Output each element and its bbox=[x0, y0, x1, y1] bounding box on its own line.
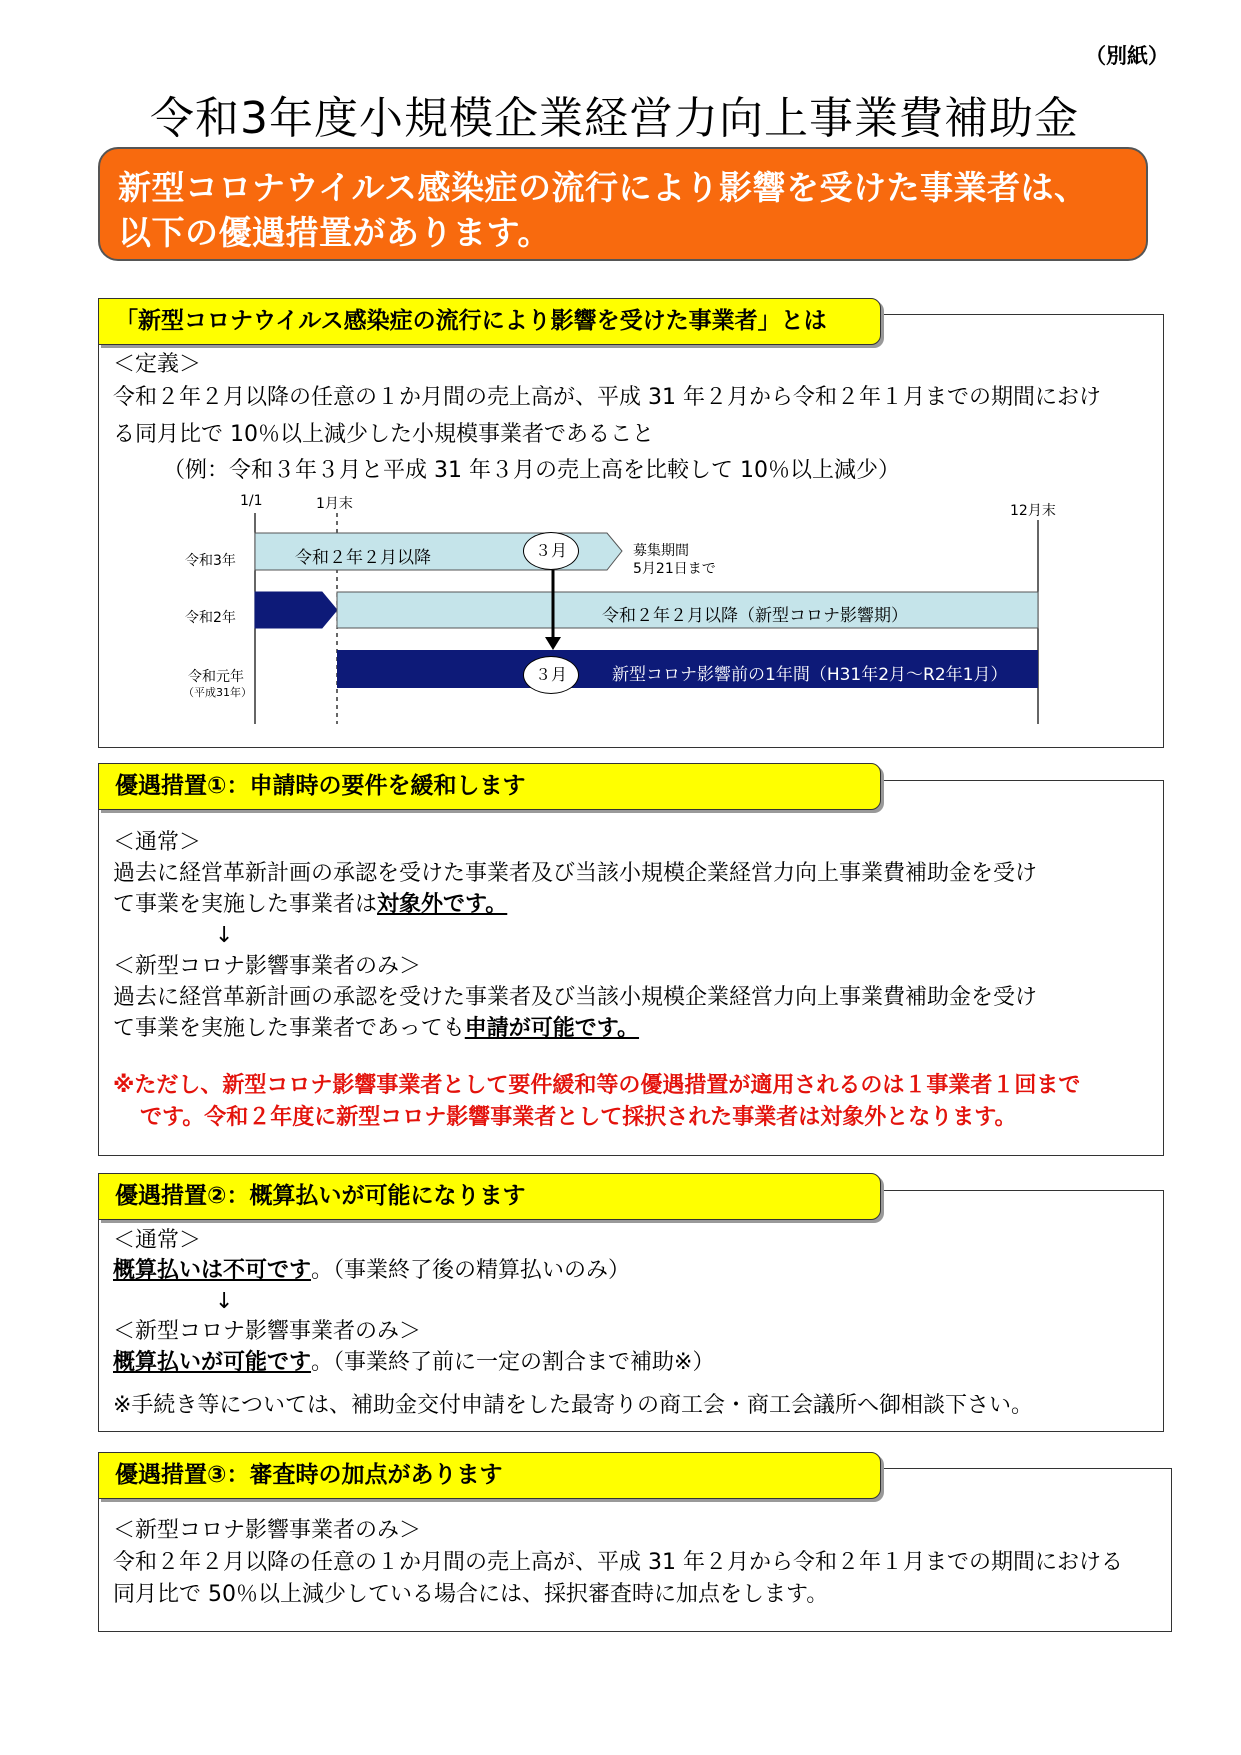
measure2-header: 優遇措置②：概算払いが可能になります bbox=[98, 1173, 881, 1220]
bar-r2-pre bbox=[255, 592, 337, 628]
measure2-covid-rest: 。（事業終了前に一定の割合まで補助※） bbox=[311, 1350, 715, 1375]
measure1-covid-line-2 bbox=[113, 1016, 639, 1042]
compare-arrow-head bbox=[545, 637, 561, 650]
measure2-normal-label: ＜通常＞ bbox=[113, 1228, 202, 1253]
measure1-covid-line-2-em: 申請が可能です。 bbox=[464, 1016, 640, 1041]
measure1-covid-line-2-pre: て事業を実施した事業者であっても bbox=[113, 1016, 465, 1041]
measure1-note-line-2: です。令和２年度に新型コロナ影響事業者として採択された事業者は対象外となります。 bbox=[140, 1105, 1017, 1130]
recruit-label-2: 5月21日まで bbox=[633, 561, 716, 577]
measure1-covid-line-1: 過去に経営革新計画の承認を受けた事業者及び当該小規模企業経営力向上事業費補助金を受け bbox=[113, 985, 1038, 1010]
measure1-normal-label: ＜通常＞ bbox=[113, 830, 202, 855]
row-r2-label: 令和2年 bbox=[185, 610, 236, 626]
circle-march-top: ３月 bbox=[523, 532, 579, 570]
measure3-header: 優遇措置③：審査時の加点があります bbox=[98, 1452, 881, 1499]
measure1-covid-label: ＜新型コロナ影響事業者のみ＞ bbox=[113, 954, 422, 979]
col-dec-end-label: 12月末 bbox=[1010, 503, 1056, 519]
measure2-note: ※手続き等については、補助金交付申請をした最寄りの商工会・商工会議所へ御相談下さい。 bbox=[113, 1393, 1033, 1418]
col-start-label: 1/1 bbox=[240, 493, 263, 509]
banner-line-2: 以下の優遇措置があります。 bbox=[118, 213, 551, 252]
measure3-line-1: 令和２年２月以降の任意の１か月間の売上高が、平成 31 年２月から令和２年１月までの期間における bbox=[113, 1550, 1123, 1575]
measure1-normal-line-1: 過去に経営革新計画の承認を受けた事業者及び当該小規模企業経営力向上事業費補助金を受け bbox=[113, 861, 1038, 886]
page-title: 令和3年度小規模企業経営力向上事業費補助金 bbox=[150, 93, 1079, 144]
definition-example: （例：令和３年３月と平成 31 年３月の売上高を比較して 10％以上減少） bbox=[163, 458, 900, 483]
measure2-arrow: ↓ bbox=[215, 1289, 234, 1314]
definition-label: ＜定義＞ bbox=[113, 352, 202, 377]
measure2-covid-em: 概算払いが可能です bbox=[113, 1350, 312, 1375]
measure3-covid-label: ＜新型コロナ影響事業者のみ＞ bbox=[113, 1518, 422, 1543]
definition-line-1: 令和２年２月以降の任意の１か月間の売上高が、平成 31 年２月から令和２年１月までの期間におけ bbox=[113, 385, 1101, 410]
bar-r3-label: 令和２年２月以降 bbox=[295, 548, 431, 568]
measure3-line-2: 同月比で 50％以上減少している場合には、採択審査時に加点をします。 bbox=[113, 1582, 829, 1607]
col-jan-end-label: 1月末 bbox=[316, 496, 353, 512]
banner-line-1: 新型コロナウイルス感染症の流行により影響を受けた事業者は、 bbox=[118, 168, 1088, 207]
recruit-label-1: 募集期間 bbox=[633, 543, 689, 559]
measure2-normal-em: 概算払いは不可です bbox=[113, 1258, 312, 1283]
definition-header: 「新型コロナウイルス感染症の流行により影響を受けた事業者」とは bbox=[98, 298, 881, 345]
attachment-label: （別紙） bbox=[1085, 44, 1169, 68]
measure1-note-line-1: ※ただし、新型コロナ影響事業者として要件緩和等の優遇措置が適用されるのは１事業者１回まで bbox=[113, 1073, 1081, 1098]
row-r1-label: 令和元年 bbox=[188, 669, 244, 685]
circle-march-bottom: ３月 bbox=[523, 656, 579, 694]
measure1-normal-line-2-em: 対象外です。 bbox=[377, 892, 508, 917]
bar-r1-label: 新型コロナ影響前の1年間（H31年2月～R2年1月） bbox=[612, 665, 1008, 685]
measure1-arrow: ↓ bbox=[215, 923, 234, 948]
measure2-normal-rest: 。（事業終了後の精算払いのみ） bbox=[311, 1258, 631, 1283]
row-r1-sub-label: （平成31年） bbox=[183, 686, 252, 699]
measure2-covid-line bbox=[113, 1350, 714, 1376]
bar-r2-label: 令和２年２月以降（新型コロナ影響期） bbox=[602, 606, 908, 626]
measure2-normal-line bbox=[113, 1258, 630, 1284]
definition-line-2: る同月比で 10％以上減少した小規模事業者であること bbox=[113, 422, 654, 447]
measure2-covid-label: ＜新型コロナ影響事業者のみ＞ bbox=[113, 1319, 422, 1344]
measure1-normal-line-2 bbox=[113, 892, 507, 918]
measure1-normal-line-2-pre: て事業を実施した事業者は bbox=[113, 892, 378, 917]
row-r3-label: 令和3年 bbox=[185, 553, 236, 569]
measure1-header: 優遇措置①：申請時の要件を緩和します bbox=[98, 763, 881, 810]
